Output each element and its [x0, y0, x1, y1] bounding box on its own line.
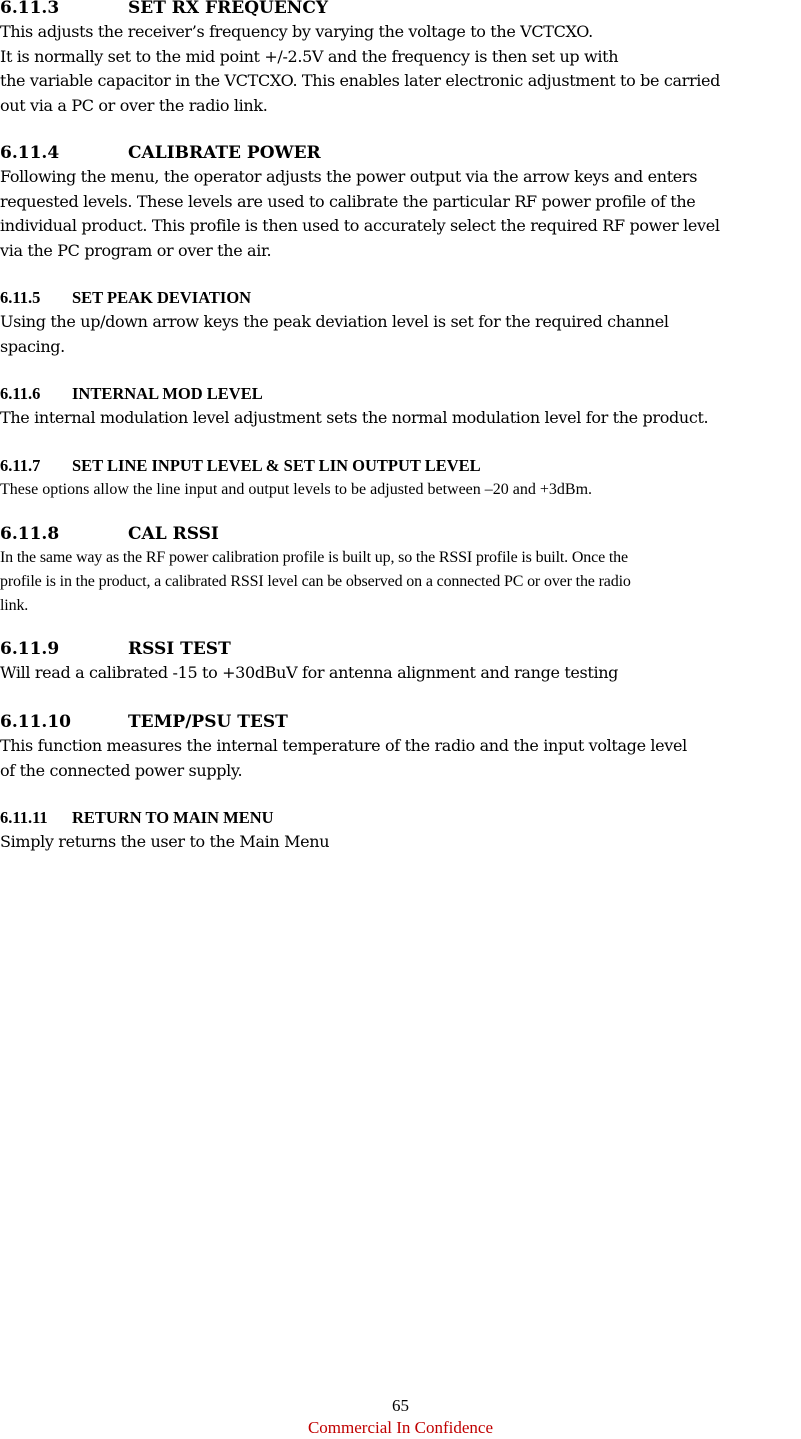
section-body — [0, 478, 800, 502]
body-line: In the same way as the RF power calibration profile is built up, so the RSSI profile is built. Once the — [0, 549, 628, 566]
body-line: Will read a calibrated -15 to +30dBuV for antenna alignment and range testing — [0, 663, 619, 682]
body-line: of the connected power supply. — [0, 760, 243, 780]
section-title: RETURN TO MAIN MENU — [72, 808, 274, 827]
section-heading — [0, 0, 800, 20]
body-line: out via a PC or over the radio link. — [0, 95, 268, 115]
body-line: These options allow the line input and output levels to be adjusted between –20 and +3dBm. — [0, 481, 593, 498]
section-heading — [0, 382, 800, 406]
confidentiality-notice: Commercial In Confidence — [307, 1418, 494, 1437]
section-number: 6.11.6 — [0, 384, 41, 403]
section-cal-rssi — [0, 522, 800, 618]
section-calibrate-power — [0, 141, 800, 263]
section-return-to-main-menu — [0, 806, 800, 855]
section-number: 6.11.5 — [0, 288, 41, 307]
section-body — [0, 546, 800, 618]
section-temp-psu-test — [0, 710, 800, 783]
section-set-line-levels — [0, 454, 800, 502]
section-title: SET RX FREQUENCY — [128, 0, 328, 18]
body-line: Using the up/down arrow keys the peak deviation level is set for the required channel — [0, 312, 669, 331]
body-line: spacing. — [0, 336, 65, 356]
section-internal-mod-level — [0, 382, 800, 431]
section-heading — [0, 637, 800, 661]
section-rssi-test — [0, 637, 800, 686]
body-line: This adjusts the receiver’s frequency by varying the voltage to the VCTCXO. — [0, 22, 593, 41]
body-line: link. — [0, 597, 29, 614]
page-number: 65 — [392, 1396, 409, 1415]
section-body — [0, 661, 800, 686]
section-heading — [0, 806, 800, 830]
section-body — [0, 165, 800, 263]
section-body — [0, 310, 800, 359]
section-body — [0, 830, 800, 855]
body-line: individual product. This profile is then used to accurately select the required RF power level — [0, 216, 720, 235]
section-number: 6.11.11 — [0, 808, 48, 827]
body-line: profile is in the product, a calibrated RSSI level can be observed on a connected PC or over the radio — [0, 573, 631, 590]
section-body — [0, 20, 800, 118]
section-heading — [0, 141, 800, 165]
section-title: TEMP/PSU TEST — [128, 712, 288, 732]
section-body — [0, 406, 800, 431]
section-number: 6.11.8 — [0, 524, 60, 544]
section-heading — [0, 710, 800, 734]
section-title: CAL RSSI — [128, 524, 219, 544]
section-number: 6.11.9 — [0, 639, 60, 659]
body-line: This function measures the internal temperature of the radio and the input voltage level — [0, 736, 687, 755]
section-heading — [0, 454, 800, 478]
section-set-rx-frequency — [0, 0, 800, 118]
body-line: requested levels. These levels are used to calibrate the particular RF power profile of the — [0, 191, 696, 211]
section-set-peak-deviation — [0, 286, 800, 359]
section-body — [0, 734, 800, 783]
body-line: Following the menu, the operator adjusts the power output via the arrow keys and enters — [0, 167, 698, 186]
section-number: 6.11.10 — [0, 712, 71, 732]
body-line: The internal modulation level adjustment sets the normal modulation level for the product. — [0, 408, 709, 427]
section-title: INTERNAL MOD LEVEL — [72, 384, 263, 403]
body-line: the variable capacitor in the VCTCXO. This enables later electronic adjustment to be carried — [0, 71, 721, 90]
section-title: CALIBRATE POWER — [128, 143, 321, 163]
section-title: SET LINE INPUT LEVEL & SET LIN OUTPUT LEVEL — [72, 456, 481, 475]
body-line: Simply returns the user to the Main Menu — [0, 832, 330, 851]
section-number: 6.11.7 — [0, 456, 41, 475]
section-number: 6.11.4 — [0, 143, 60, 163]
body-line: via the PC program or over the air. — [0, 240, 272, 260]
section-heading — [0, 522, 800, 546]
section-number: 6.11.3 — [0, 0, 60, 18]
body-line: It is normally set to the mid point +/-2.5V and the frequency is then set up with — [0, 46, 619, 66]
section-heading — [0, 286, 800, 310]
section-title: RSSI TEST — [128, 639, 231, 659]
section-title: SET PEAK DEVIATION — [72, 288, 252, 307]
